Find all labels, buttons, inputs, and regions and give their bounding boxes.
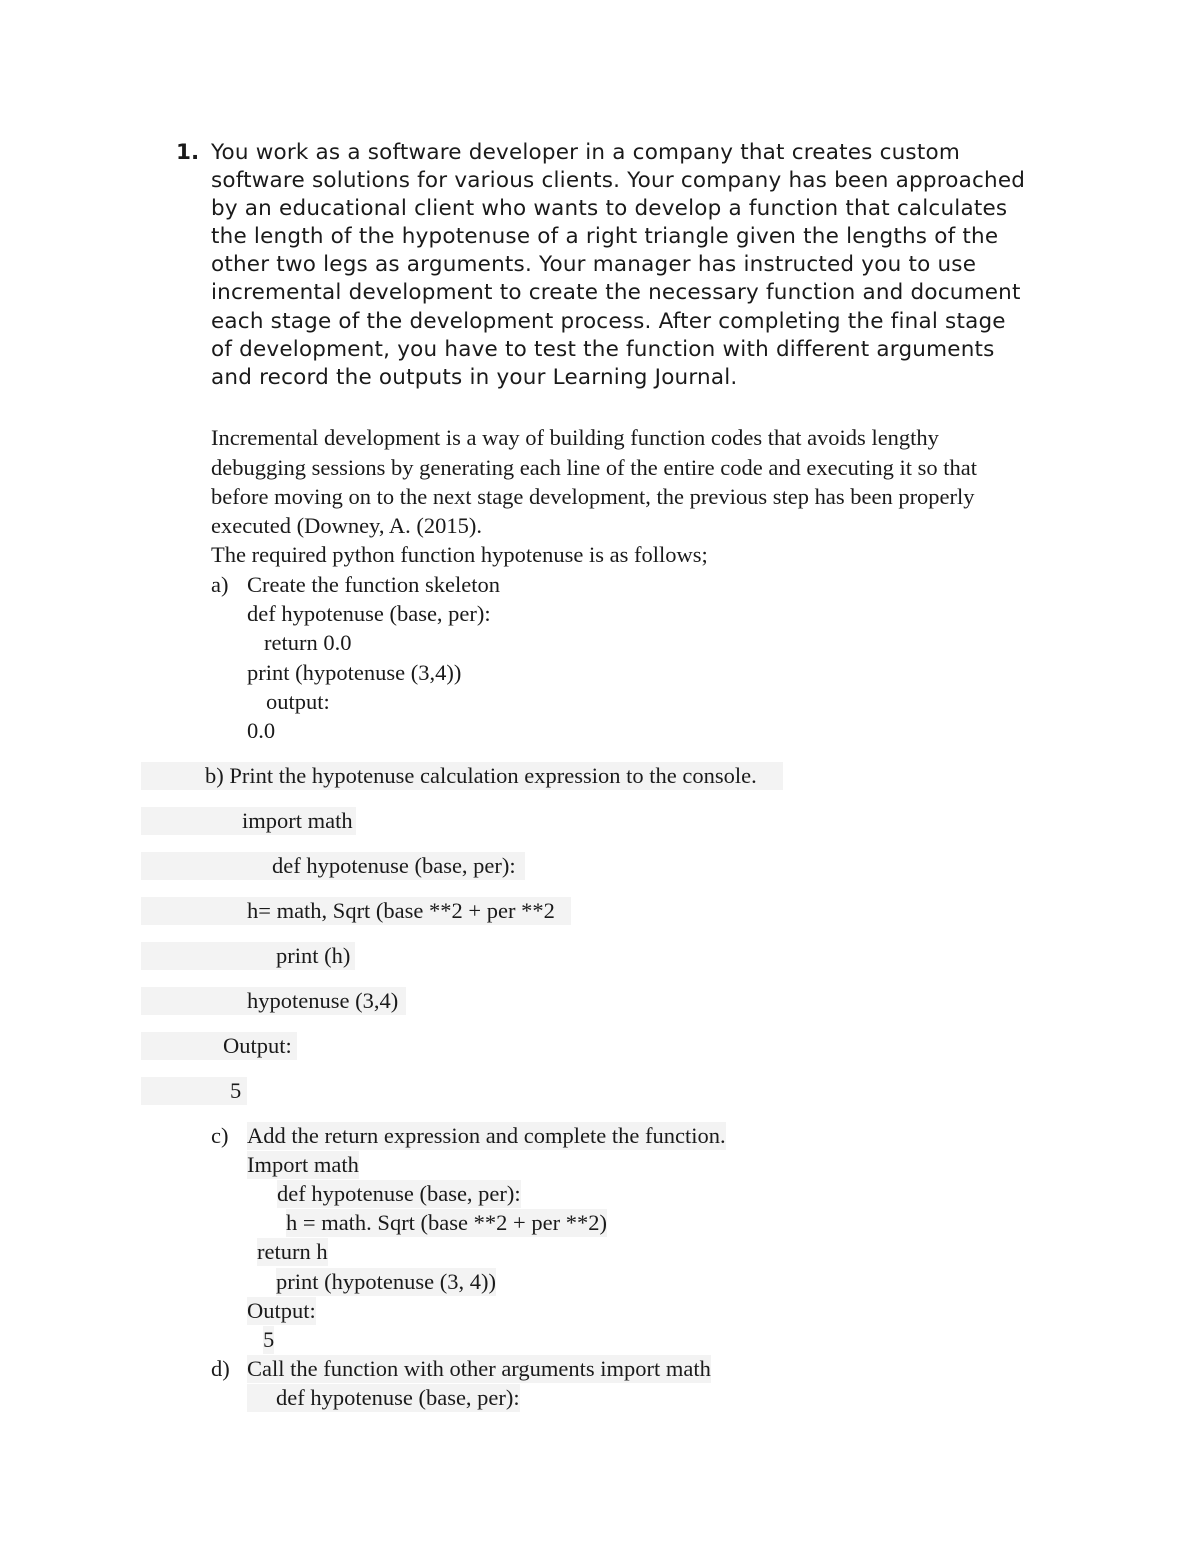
question-line: of development, you have to test the function with different arguments [211,337,995,362]
code-line: 5 [230,1078,242,1103]
code-line: def hypotenuse (base, per): [247,1384,520,1412]
code-line: 0.0 [247,718,276,743]
code-line: import math [242,808,353,833]
intro-line: before moving on to the next stage development, the previous step has been properly [211,484,975,509]
code-line: def hypotenuse (base, per): [272,853,516,878]
code-line: Import math [247,1152,359,1177]
code-line: hypotenuse (3,4) [247,988,399,1013]
intro-line: Incremental development is a way of building function codes that avoids lengthy [211,425,939,450]
code-line: 5 [263,1327,275,1352]
code-line: return h [257,1239,328,1264]
code-line: Output: [247,1298,316,1323]
code-line: def hypotenuse (base, per): [277,1181,521,1206]
question-line: software solutions for various clients. Your company has been approached [211,168,1026,193]
step-a-label: a) [211,572,229,597]
intro-line: The required python function hypotenuse is as follows; [211,542,708,567]
code-line: return 0.0 [264,630,352,655]
code-line: Output: [223,1033,292,1058]
question-line: other two legs as arguments. Your manager has instructed you to use [211,252,977,277]
code-line: print (h) [276,943,351,968]
question-line: and record the outputs in your Learning Journal. [211,365,738,390]
step-a-title: Create the function skeleton [247,572,501,597]
question-line: the length of the hypotenuse of a right triangle given the lengths of the [211,224,999,249]
question-line: incremental development to create the necessary function and document [211,280,1021,305]
step-d-title: Call the function with other arguments import math [247,1356,711,1381]
step-b-title: b) Print the hypotenuse calculation expression to the console. [205,763,757,788]
question-line: by an educational client who wants to develop a function that calculates [211,196,1008,221]
step-c-title: Add the return expression and complete the function. [247,1123,726,1148]
code-line: h= math, Sqrt (base **2 + per **2 [247,898,555,923]
code-line: def hypotenuse (base, per): [247,601,491,626]
code-line: print (hypotenuse (3,4)) [247,660,462,685]
question-number: 1. [176,140,200,165]
intro-line: executed (Downey, A. (2015). [211,513,482,538]
intro-line: debugging sessions by generating each line of the entire code and executing it so that [211,455,978,480]
code-line: output: [266,689,330,714]
code-line: h = math. Sqrt (base **2 + per **2) [286,1210,607,1235]
step-c-label: c) [211,1123,229,1148]
code-line: print (hypotenuse (3, 4)) [276,1269,496,1294]
question-line: each stage of the development process. After completing the final stage [211,309,1006,334]
question-line: You work as a software developer in a company that creates custom [211,140,960,165]
step-d-label: d) [211,1356,230,1381]
